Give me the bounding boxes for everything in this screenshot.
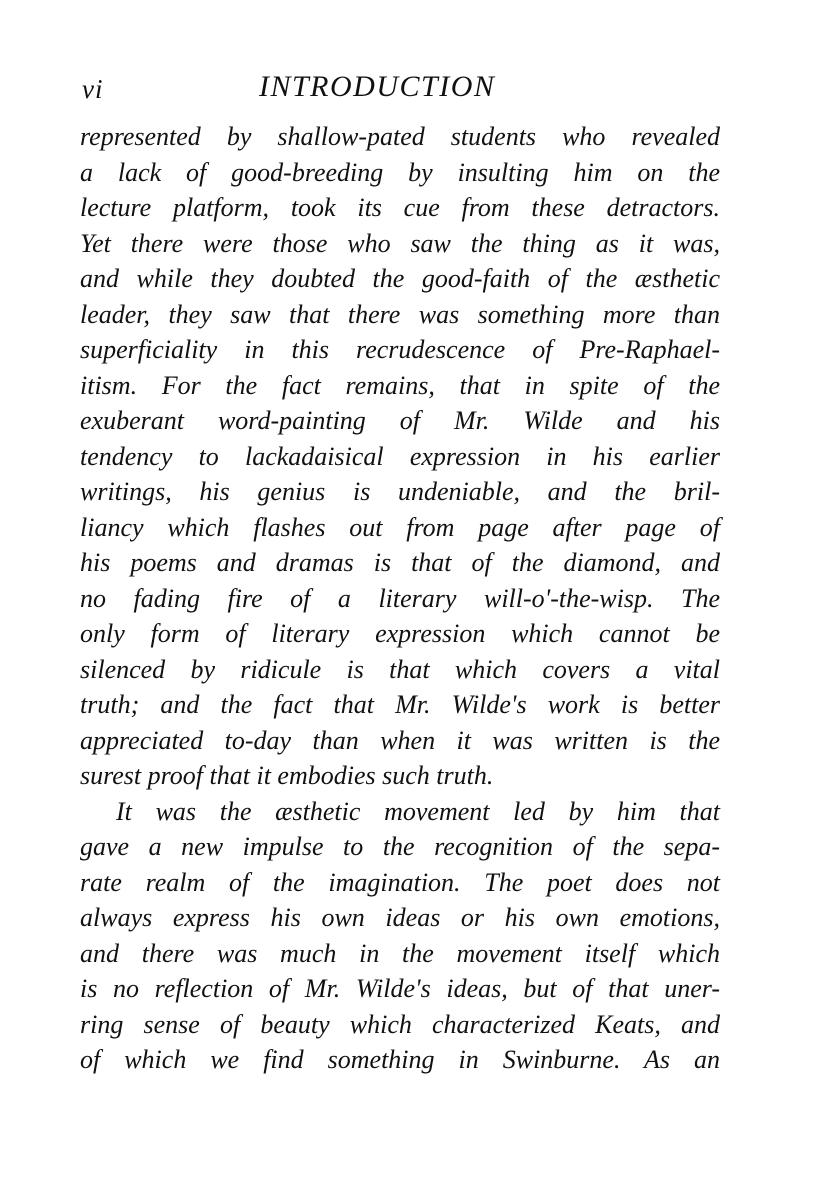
text-line: liancy which flashes out from page after page of	[80, 512, 720, 542]
text-line: Yet there were those who saw the thing as it was,	[80, 228, 720, 258]
text-line: superficiality in this recrudescence of Pre-Raphael-	[80, 335, 720, 364]
text-line: represented by shallow-pated students who revealed	[80, 122, 720, 151]
text-line: It was the æsthetic movement led by him that	[116, 796, 720, 826]
text-line: no fading fire of a literary will-o'-the-wisp. The	[80, 583, 720, 613]
running-title: INTRODUCTION	[259, 70, 496, 103]
text-line: tendency to lackadaisical expression in his earlier	[80, 441, 720, 471]
text-line: surest proof that it embodies such truth.	[80, 761, 494, 790]
text-line: gave a new impulse to the recognition of the sepa-	[80, 832, 720, 861]
text-line: writings, his genius is undeniable, and the bril-	[80, 477, 720, 506]
text-line: and there was much in the movement itself which	[80, 938, 720, 968]
text-line: ring sense of beauty which characterized Keats, and	[80, 1009, 720, 1039]
text-line: exuberant word-painting of Mr. Wilde and his	[80, 406, 720, 435]
text-line: his poems and dramas is that of the diamond, and	[80, 548, 720, 577]
page-header	[78, 70, 718, 110]
text-line: appreciated to-day than when it was written is the	[80, 725, 720, 755]
text-line: and while they doubted the good-faith of the æsthetic	[80, 264, 720, 293]
page-number: vi	[82, 74, 104, 104]
text-line: lecture platform, took its cue from these detractors.	[80, 193, 720, 222]
text-line: a lack of good-breeding by insulting him on the	[80, 157, 720, 187]
text-line: of which we find something in Swinburne. As an	[80, 1045, 720, 1074]
text-line: truth; and the fact that Mr. Wilde's work is better	[80, 690, 720, 719]
text-line: only form of literary expression which cannot be	[80, 619, 720, 648]
text-line: silenced by ridicule is that which covers a vital	[80, 654, 720, 684]
text-line: leader, they saw that there was something more than	[80, 299, 720, 329]
paragraph-2	[80, 794, 720, 1078]
text-line: rate realm of the imagination. The poet does not	[80, 867, 720, 897]
text-line: always express his own ideas or his own emotions,	[80, 903, 720, 932]
body-text	[80, 119, 720, 1078]
text-line: is no reflection of Mr. Wilde's ideas, but of that uner-	[80, 974, 720, 1003]
text-line: itism. For the fact remains, that in spite of the	[80, 370, 720, 400]
paragraph-1	[80, 119, 720, 794]
